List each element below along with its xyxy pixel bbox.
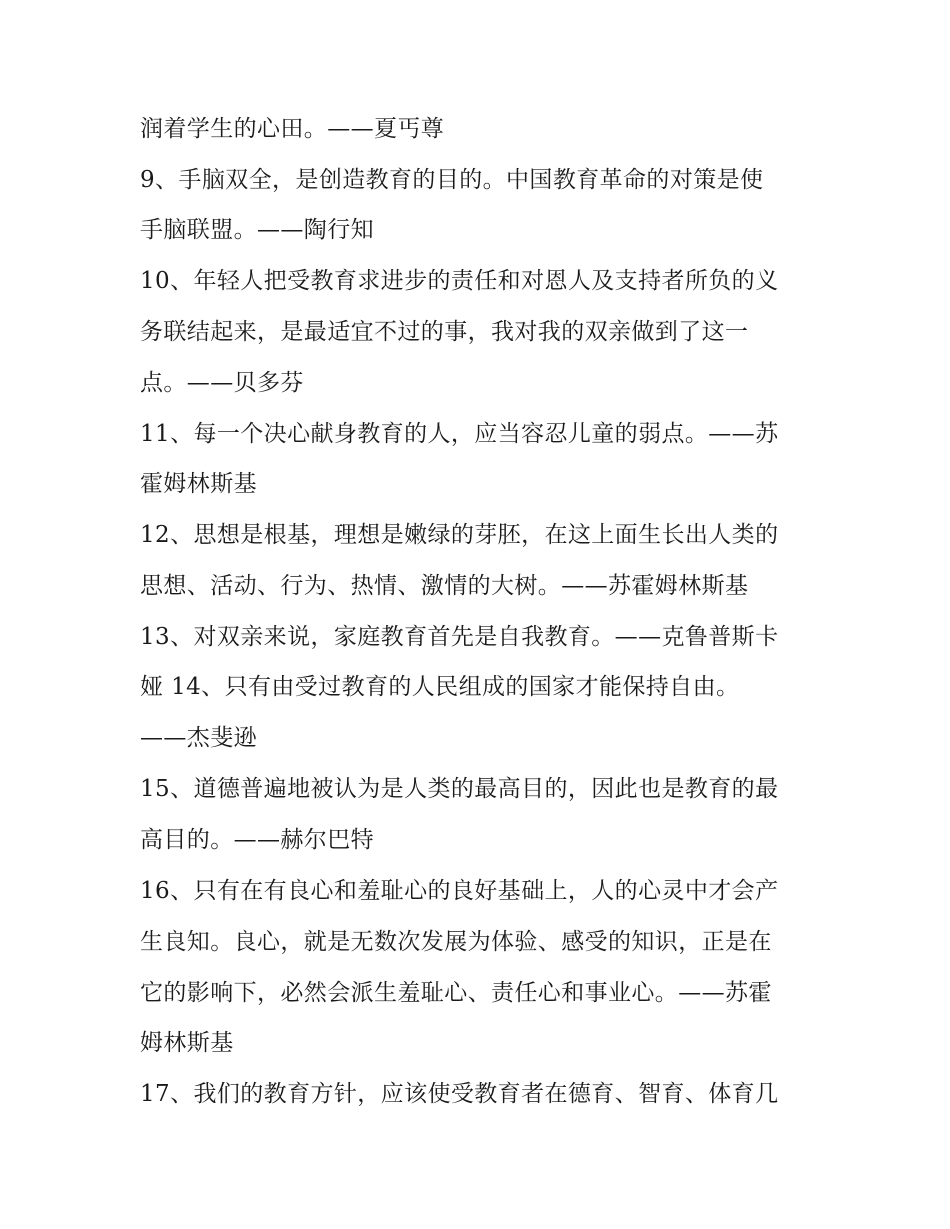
text-line: 9、手脑双全，是创造教育的目的。中国教育革命的对策是使 <box>140 167 764 193</box>
text-line: 娅 14、只有由受过教育的人民组成的国家才能保持自由。 <box>140 674 740 700</box>
text-line: 17、我们的教育方针，应该使受教育者在德育、智育、体育几 <box>140 1081 779 1107</box>
text-line: 11、每一个决心献身教育的人，应当容忍儿童的弱点。——苏 <box>140 421 779 447</box>
text-line: 思想、活动、行为、热情、激情的大树。——苏霍姆林斯基 <box>140 573 749 599</box>
text-line: 点。——贝多芬 <box>140 370 304 396</box>
text-line: 霍姆林斯基 <box>140 471 257 497</box>
text-line: ——杰斐逊 <box>140 725 257 751</box>
text-line: 生良知。良心，就是无数次发展为体验、感受的知识，正是在 <box>140 929 772 955</box>
text-line: 12、思想是根基，理想是嫩绿的芽胚，在这上面生长出人类的 <box>140 522 779 548</box>
text-line: 它的影响下，必然会派生羞耻心、责任心和事业心。——苏霍 <box>140 980 772 1006</box>
text-line: 高目的。——赫尔巴特 <box>140 827 374 853</box>
text-line: 15、道德普遍地被认为是人类的最高目的，因此也是教育的最 <box>140 776 779 802</box>
text-line: 务联结起来，是最适宜不过的事，我对我的双亲做到了这一 <box>140 319 749 345</box>
text-line: 16、只有在有良心和羞耻心的良好基础上，人的心灵中才会产 <box>140 878 779 904</box>
text-line: 润着学生的心田。——夏丐尊 <box>140 116 445 142</box>
text-line: 姆林斯基 <box>140 1030 234 1056</box>
text-line: 手脑联盟。——陶行知 <box>140 217 374 243</box>
text-line: 13、对双亲来说，家庭教育首先是自我教育。——克鲁普斯卡 <box>140 624 779 650</box>
text-line: 10、年轻人把受教育求进步的责任和对恩人及支持者所负的义 <box>140 268 779 294</box>
